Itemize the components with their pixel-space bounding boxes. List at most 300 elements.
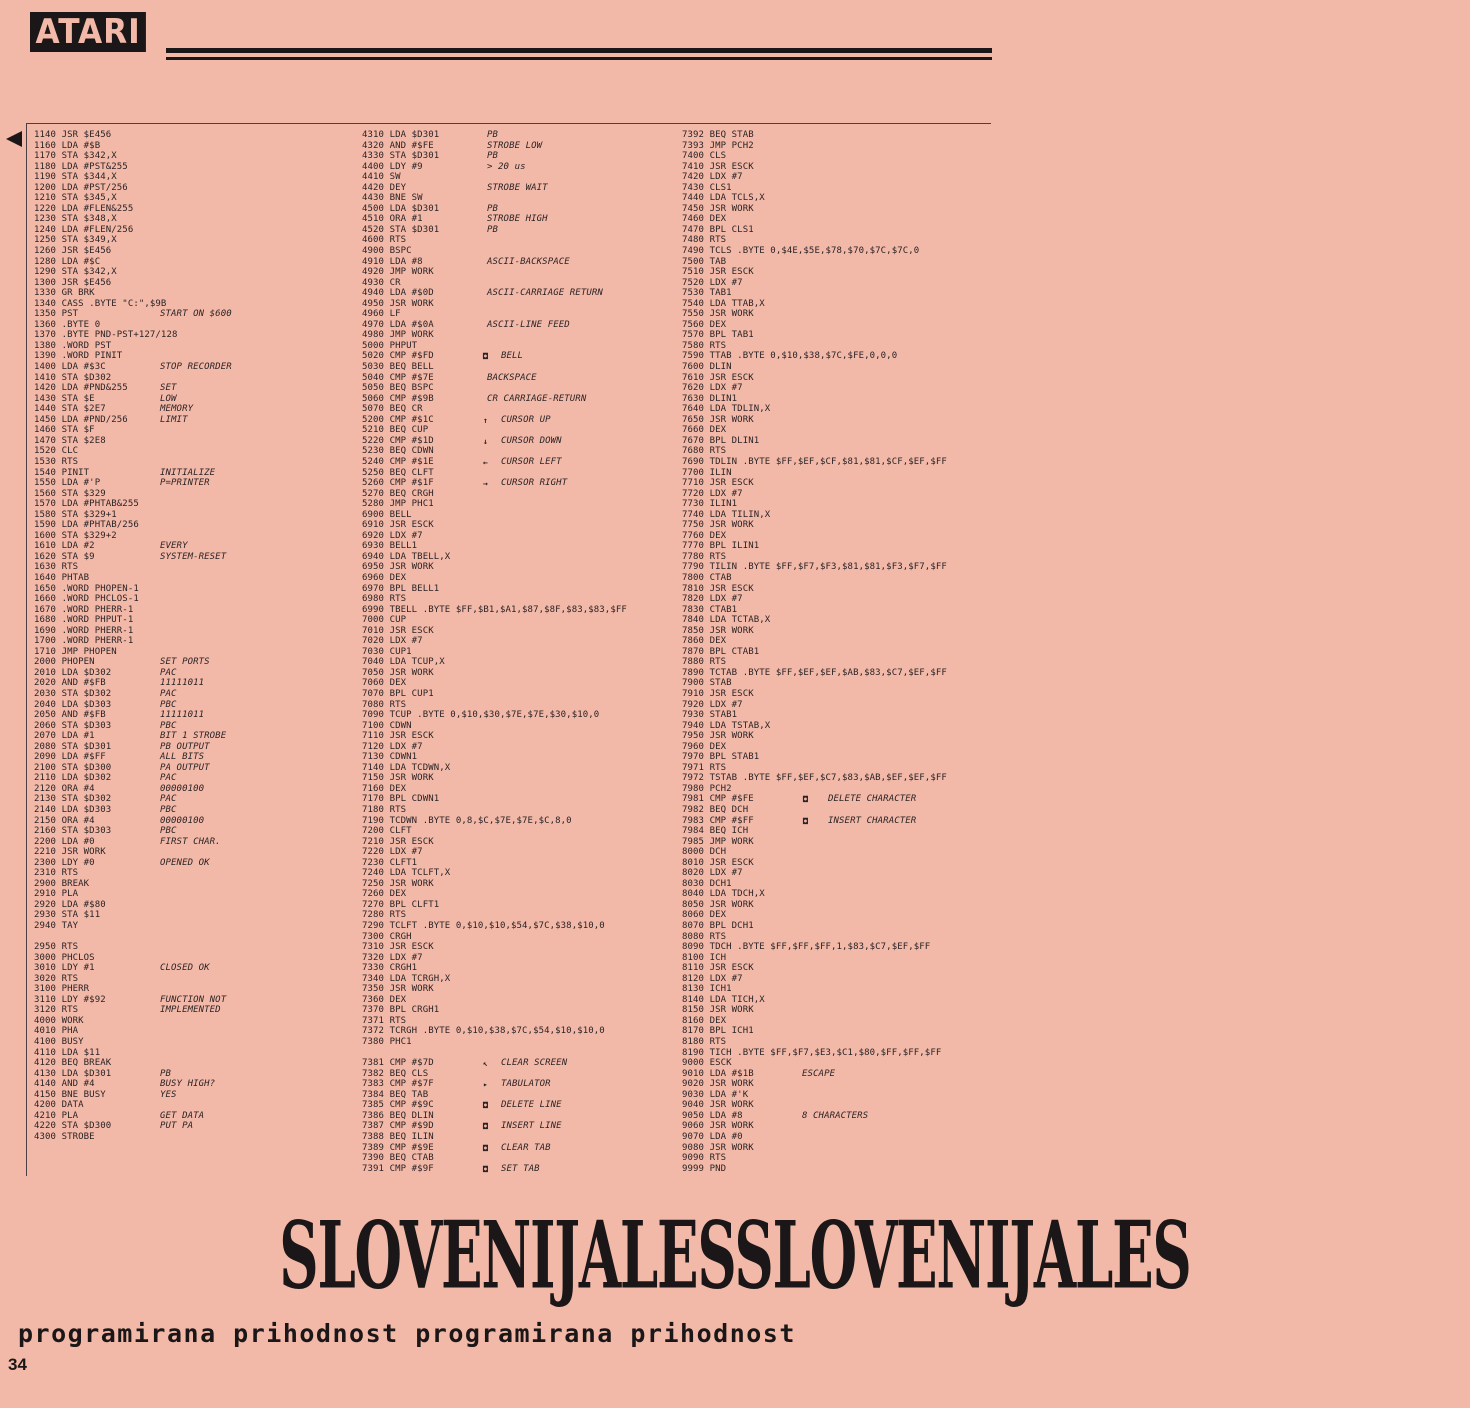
- code-text: 5240 CMP #$1E: [362, 456, 434, 467]
- code-line: [682, 1132, 987, 1143]
- code-comment: BUSY HIGH?: [160, 1079, 216, 1090]
- code-text: 2070 LDA #1: [34, 731, 95, 742]
- code-line: [362, 235, 662, 246]
- code-text: 7620 LDX #7: [682, 383, 743, 394]
- code-text: 4210 PLA: [34, 1110, 79, 1121]
- code-line: [362, 510, 662, 521]
- key-symbol-icon: ◘: [483, 1164, 488, 1174]
- code-line: [34, 647, 334, 658]
- code-line: [34, 700, 334, 711]
- code-line: [682, 373, 987, 384]
- code-text: 7470 BPL CLS1: [682, 224, 754, 235]
- code-line: [34, 900, 334, 911]
- code-text: 7280 RTS: [362, 910, 407, 921]
- code-text: 4970 LDA #$0A: [362, 319, 434, 330]
- advert-subtitle: programirana prihodnost programirana prihodnost: [18, 1319, 796, 1348]
- code-line: [34, 478, 334, 489]
- code-comment: CURSOR UP: [501, 414, 551, 425]
- code-comment: MEMORY: [160, 404, 194, 415]
- code-text: 7570 BPL TAB1: [682, 330, 754, 341]
- code-line: [362, 647, 662, 658]
- code-text: 1610 LDA #2: [34, 541, 95, 552]
- code-line: [682, 299, 987, 310]
- code-line: [682, 784, 987, 795]
- code-line: [682, 383, 987, 394]
- code-text: 8140 LDA TICH,X: [682, 994, 765, 1005]
- key-symbol-icon: ◘: [483, 1122, 488, 1132]
- code-text: 7391 CMP #$9F: [362, 1163, 434, 1174]
- code-line: [682, 763, 987, 774]
- code-text: 2030 STA $D302: [34, 688, 112, 699]
- code-text: 2050 AND #$FB: [34, 710, 106, 721]
- code-text: 7650 JSR WORK: [682, 414, 754, 425]
- code-text: 4920 JMP WORK: [362, 267, 434, 278]
- key-symbol-icon: ◘: [803, 795, 808, 805]
- code-comment: PBC: [160, 826, 177, 837]
- code-line: [682, 531, 987, 542]
- code-text: 1600 STA $329+2: [34, 530, 117, 541]
- code-text: 9000 ESCK: [682, 1058, 732, 1069]
- code-text: 1400 LDA #$3C: [34, 362, 106, 373]
- code-text: 7870 BPL CTAB1: [682, 646, 760, 657]
- code-text: 7160 DEX: [362, 783, 407, 794]
- code-line: [682, 594, 987, 605]
- code-text: 7320 LDX #7: [362, 952, 423, 963]
- code-comment: EVERY: [160, 541, 188, 552]
- code-text: 7982 BEQ DCH: [682, 805, 749, 815]
- code-line: [362, 446, 662, 457]
- code-text: 4110 LDA $11: [34, 1047, 101, 1058]
- code-text: 7720 LDX #7: [682, 488, 743, 499]
- code-text: 6900 BELL: [362, 509, 412, 520]
- code-line: [34, 394, 334, 405]
- code-line: [34, 320, 334, 331]
- code-line: [682, 183, 987, 194]
- code-line: [34, 489, 334, 500]
- code-text: 2140 LDA $D303: [34, 805, 112, 815]
- code-text: 1580 STA $329+1: [34, 509, 117, 520]
- code-text: 1240 LDA #FLEN/256: [34, 224, 134, 235]
- code-text: 8040 LDA TDCH,X: [682, 889, 765, 900]
- code-text: 7250 JSR WORK: [362, 878, 434, 889]
- code-line: [682, 478, 987, 489]
- code-text: 7670 BPL DLIN1: [682, 435, 760, 446]
- code-comment: PBC: [160, 720, 177, 731]
- code-line: [34, 225, 334, 236]
- code-line: [362, 457, 662, 468]
- code-line: [362, 478, 662, 489]
- code-comment: CLOSED OK: [160, 963, 210, 974]
- code-text: 2100 STA $D300: [34, 762, 112, 773]
- code-text: 7310 JSR ESCK: [362, 942, 434, 953]
- code-line: [362, 562, 662, 573]
- continuation-arrow-icon: [6, 131, 22, 147]
- code-line: [34, 805, 334, 816]
- code-text: 4100 BUSY: [34, 1037, 84, 1048]
- code-text: 7360 DEX: [362, 994, 407, 1005]
- code-line: [34, 710, 334, 721]
- code-text: 7330 CRGH1: [362, 963, 418, 974]
- code-text: 7540 LDA TTAB,X: [682, 298, 765, 309]
- code-text: 8170 BPL ICH1: [682, 1026, 754, 1037]
- listing-gap: [34, 932, 334, 943]
- code-line: [682, 193, 987, 204]
- code-line: [682, 1164, 987, 1175]
- code-text: 1540 PINIT: [34, 467, 90, 478]
- code-comment: DELETE CHARACTER: [828, 794, 917, 805]
- code-text: 1330 GR BRK: [34, 288, 95, 299]
- code-text: 7460 DEX: [682, 214, 727, 225]
- code-comment: INITIALIZE: [160, 467, 216, 478]
- code-line: [362, 657, 662, 668]
- code-text: 7350 JSR WORK: [362, 984, 434, 995]
- code-comment: PB: [487, 151, 499, 162]
- code-text: 2080 STA $D301: [34, 741, 112, 752]
- code-line: [362, 436, 662, 447]
- code-line: [34, 351, 334, 362]
- code-comment: PAC: [160, 773, 177, 784]
- code-text: 7840 LDA TCTAB,X: [682, 615, 771, 626]
- code-text: 6980 RTS: [362, 594, 407, 605]
- code-text: 7110 JSR ESCK: [362, 731, 434, 742]
- code-line: [34, 1090, 334, 1101]
- code-comment: BELL: [501, 351, 524, 362]
- code-line: [362, 826, 662, 837]
- code-text: 1210 STA $345,X: [34, 193, 117, 204]
- code-line: [682, 267, 987, 278]
- code-text: 2090 LDA #$FF: [34, 752, 106, 763]
- code-comment: CLEAR SCREEN: [501, 1058, 568, 1069]
- code-text: 7984 BEQ ICH: [682, 826, 749, 837]
- code-line: [34, 963, 334, 974]
- code-text: 7170 BPL CDWN1: [362, 794, 440, 805]
- code-comment: PB OUTPUT: [160, 741, 210, 752]
- code-line: [682, 721, 987, 732]
- code-comment: SET: [160, 383, 177, 394]
- code-line: [682, 172, 987, 183]
- listing-column-1: [34, 130, 334, 1143]
- code-text: 7060 DEX: [362, 678, 407, 689]
- code-line: [34, 468, 334, 479]
- code-line: [34, 214, 334, 225]
- code-text: 7180 RTS: [362, 805, 407, 815]
- code-line: [682, 889, 987, 900]
- code-text: 8070 BPL DCH1: [682, 921, 754, 932]
- code-text: 1690 .WORD PHERR-1: [34, 625, 134, 636]
- code-comment: SET TAB: [501, 1163, 540, 1174]
- code-text: 7450 JSR WORK: [682, 203, 754, 214]
- code-text: 7830 CTAB1: [682, 604, 738, 615]
- code-line: [362, 489, 662, 500]
- code-line: [34, 837, 334, 848]
- code-line: [34, 573, 334, 584]
- code-text: 7383 CMP #$7F: [362, 1079, 434, 1090]
- code-line: [362, 309, 662, 320]
- code-line: [682, 868, 987, 879]
- code-text: 3020 RTS: [34, 973, 79, 984]
- code-line: [34, 362, 334, 373]
- code-line: [682, 1143, 987, 1154]
- code-line: [362, 351, 662, 362]
- code-text: 1200 LDA #PST/256: [34, 182, 128, 193]
- code-text: 1680 .WORD PHPUT-1: [34, 615, 134, 626]
- code-comment: STROBE LOW: [487, 140, 543, 151]
- code-line: [682, 942, 987, 953]
- code-line: [34, 436, 334, 447]
- code-text: 7080 RTS: [362, 699, 407, 710]
- code-line: [362, 605, 662, 616]
- code-text: 5070 BEQ CR: [362, 404, 423, 415]
- code-text: 2120 ORA #4: [34, 783, 95, 794]
- code-text: 7950 JSR WORK: [682, 731, 754, 742]
- code-comment: PA OUTPUT: [160, 762, 210, 773]
- code-text: 7030 CUP1: [362, 646, 412, 657]
- code-line: [34, 657, 334, 668]
- advert-banner: [0, 1196, 1191, 1314]
- code-comment: STOP RECORDER: [160, 362, 232, 373]
- code-text: 7420 LDX #7: [682, 172, 743, 183]
- code-text: 9050 LDA #8: [682, 1110, 743, 1121]
- code-line: [362, 267, 662, 278]
- code-line: [682, 1079, 987, 1090]
- code-text: 7392 BEQ STAB: [682, 130, 754, 140]
- code-line: [34, 995, 334, 1006]
- code-text: 4410 SW: [362, 172, 401, 183]
- code-text: 1350 PST: [34, 309, 79, 320]
- code-text: 1250 STA $349,X: [34, 235, 117, 246]
- code-line: [682, 837, 987, 848]
- code-text: 7900 STAB: [682, 678, 732, 689]
- code-line: [682, 974, 987, 985]
- code-comment: 00000100: [160, 783, 205, 794]
- code-text: 1390 .WORD PINIT: [34, 351, 123, 362]
- code-line: [34, 763, 334, 774]
- code-line: [362, 626, 662, 637]
- code-line: [34, 1058, 334, 1069]
- code-line: [34, 404, 334, 415]
- code-comment: P=PRINTER: [160, 478, 210, 489]
- code-line: [682, 1090, 987, 1101]
- code-comment: CR CARRIAGE-RETURN: [487, 393, 587, 404]
- code-line: [362, 499, 662, 510]
- code-text: 1360 .BYTE 0: [34, 319, 101, 330]
- code-line: [34, 1005, 334, 1016]
- code-line: [362, 531, 662, 542]
- code-comment: 00000100: [160, 815, 205, 826]
- code-line: [682, 678, 987, 689]
- code-text: 7530 TAB1: [682, 288, 732, 299]
- code-text: 1470 STA $2E8: [34, 435, 106, 446]
- code-comment: ESCAPE: [802, 1068, 836, 1079]
- code-text: 7981 CMP #$FE: [682, 794, 754, 805]
- code-text: 8100 ICH: [682, 952, 727, 963]
- code-text: 9030 LDA #'K: [682, 1089, 749, 1100]
- code-line: [34, 246, 334, 257]
- code-text: 4980 JMP WORK: [362, 330, 434, 341]
- code-line: [362, 172, 662, 183]
- code-text: 7730 ILIN1: [682, 499, 738, 510]
- code-line: [682, 573, 987, 584]
- code-comment: CLEAR TAB: [501, 1142, 551, 1153]
- code-text: 1160 LDA #$B: [34, 140, 101, 151]
- code-comment: STROBE WAIT: [487, 182, 548, 193]
- code-line: [34, 752, 334, 763]
- code-text: 8080 RTS: [682, 931, 727, 942]
- code-line: [682, 1069, 987, 1080]
- code-text: 1410 STA $D302: [34, 372, 112, 383]
- code-line: [682, 816, 987, 827]
- code-text: 2210 JSR WORK: [34, 847, 106, 858]
- code-line: [682, 288, 987, 299]
- code-text: 4500 LDA $D301: [362, 203, 440, 214]
- code-line: [682, 731, 987, 742]
- code-text: 7387 CMP #$9D: [362, 1121, 434, 1132]
- code-line: [362, 183, 662, 194]
- code-line: [34, 183, 334, 194]
- code-line: [34, 373, 334, 384]
- code-text: 4900 BSPC: [362, 246, 412, 257]
- code-line: [34, 731, 334, 742]
- code-text: 7960 DEX: [682, 741, 727, 752]
- code-line: [34, 257, 334, 268]
- code-text: 7600 DLIN: [682, 362, 732, 373]
- code-comment: 11111011: [160, 678, 205, 689]
- code-text: 1220 LDA #FLEN&255: [34, 203, 134, 214]
- code-line: [682, 689, 987, 700]
- code-text: 4120 BEQ BREAK: [34, 1058, 112, 1069]
- code-line: [34, 626, 334, 637]
- code-text: 9070 LDA #0: [682, 1131, 743, 1142]
- code-comment: 8 CHARACTERS: [802, 1110, 869, 1121]
- code-text: 3010 LDY #1: [34, 963, 95, 974]
- code-line: [362, 984, 662, 995]
- code-line: [34, 984, 334, 995]
- code-line: [682, 1048, 987, 1059]
- code-text: 9090 RTS: [682, 1153, 727, 1164]
- code-line: [682, 436, 987, 447]
- code-line: [682, 362, 987, 373]
- code-line: [682, 468, 987, 479]
- code-line: [34, 193, 334, 204]
- code-text: 1550 LDA #'P: [34, 478, 101, 489]
- code-line: [682, 489, 987, 500]
- code-text: 7510 JSR ESCK: [682, 267, 754, 278]
- code-line: [34, 235, 334, 246]
- code-text: 3000 PHCLOS: [34, 952, 95, 963]
- code-text: 7070 BPL CUP1: [362, 688, 434, 699]
- code-text: 2150 ORA #4: [34, 815, 95, 826]
- code-line: [682, 826, 987, 837]
- code-line: [682, 1121, 987, 1132]
- code-text: 2910 PLA: [34, 889, 79, 900]
- code-text: 7389 CMP #$9E: [362, 1142, 434, 1153]
- code-line: [34, 415, 334, 426]
- code-text: 2010 LDA $D302: [34, 667, 112, 678]
- code-line: [362, 731, 662, 742]
- atari-logo: ATARI: [30, 12, 146, 52]
- code-text: 4930 CR: [362, 277, 401, 288]
- code-line: [34, 1100, 334, 1111]
- code-comment: ASCII-LINE FEED: [487, 319, 570, 330]
- code-line: [34, 721, 334, 732]
- code-line: [682, 246, 987, 257]
- code-line: [682, 710, 987, 721]
- code-text: 7140 LDA TCDWN,X: [362, 762, 451, 773]
- code-line: [34, 942, 334, 953]
- code-line: [362, 953, 662, 964]
- code-text: 5260 CMP #$1F: [362, 478, 434, 489]
- code-line: [362, 151, 662, 162]
- code-line: [34, 584, 334, 595]
- key-symbol-icon: ◘: [483, 352, 488, 362]
- code-text: 4310 LDA $D301: [362, 130, 440, 140]
- code-line: [362, 889, 662, 900]
- code-text: 7100 CDWN: [362, 720, 412, 731]
- code-comment: ALL BITS: [160, 752, 205, 763]
- code-text: 1260 JSR $E456: [34, 246, 112, 257]
- code-text: 9020 JSR WORK: [682, 1079, 754, 1090]
- code-text: 7520 LDX #7: [682, 277, 743, 288]
- code-comment: INSERT LINE: [501, 1121, 562, 1132]
- code-line: [34, 826, 334, 837]
- code-line: [682, 446, 987, 457]
- code-text: 8110 JSR ESCK: [682, 963, 754, 974]
- code-line: [682, 805, 987, 816]
- code-line: [682, 1100, 987, 1111]
- code-comment: TABULATOR: [501, 1079, 551, 1090]
- code-line: [682, 425, 987, 436]
- code-text: 3110 LDY #$92: [34, 994, 106, 1005]
- code-line: [362, 141, 662, 152]
- code-line: [34, 541, 334, 552]
- code-comment: BACKSPACE: [487, 372, 537, 383]
- code-line: [362, 636, 662, 647]
- code-line: [34, 1037, 334, 1048]
- code-text: 1650 .WORD PHOPEN-1: [34, 583, 139, 594]
- code-text: 1370 .BYTE PND-PST+127/128: [34, 330, 178, 341]
- code-line: [362, 995, 662, 1006]
- code-text: 4130 LDA $D301: [34, 1068, 112, 1079]
- code-line: [362, 1079, 662, 1090]
- code-line: [362, 373, 662, 384]
- code-text: 7370 BPL CRGH1: [362, 1005, 440, 1016]
- code-line: [34, 858, 334, 869]
- code-text: 1630 RTS: [34, 562, 79, 573]
- code-text: 7983 CMP #$FF: [682, 815, 754, 826]
- code-text: 2310 RTS: [34, 868, 79, 879]
- key-symbol-icon: ◘: [803, 816, 808, 826]
- code-text: 7710 JSR ESCK: [682, 478, 754, 489]
- code-line: [682, 995, 987, 1006]
- code-line: [682, 984, 987, 995]
- code-text: 4420 DEY: [362, 182, 407, 193]
- header-rule-thin: [166, 57, 992, 60]
- code-line: [34, 141, 334, 152]
- code-line: [34, 383, 334, 394]
- code-line: [362, 541, 662, 552]
- code-text: 7380 PHC1: [362, 1037, 412, 1048]
- code-line: [362, 1016, 662, 1027]
- code-text: 1560 STA $329: [34, 488, 106, 499]
- code-text: 2950 RTS: [34, 942, 79, 953]
- code-line: [362, 1069, 662, 1080]
- code-text: 7090 TCUP .BYTE 0,$10,$30,$7E,$7E,$30,$10,0: [362, 710, 600, 721]
- code-line: [362, 341, 662, 352]
- code-line: [34, 636, 334, 647]
- code-line: [34, 1026, 334, 1037]
- code-text: 4220 STA $D300: [34, 1121, 112, 1132]
- code-line: [682, 615, 987, 626]
